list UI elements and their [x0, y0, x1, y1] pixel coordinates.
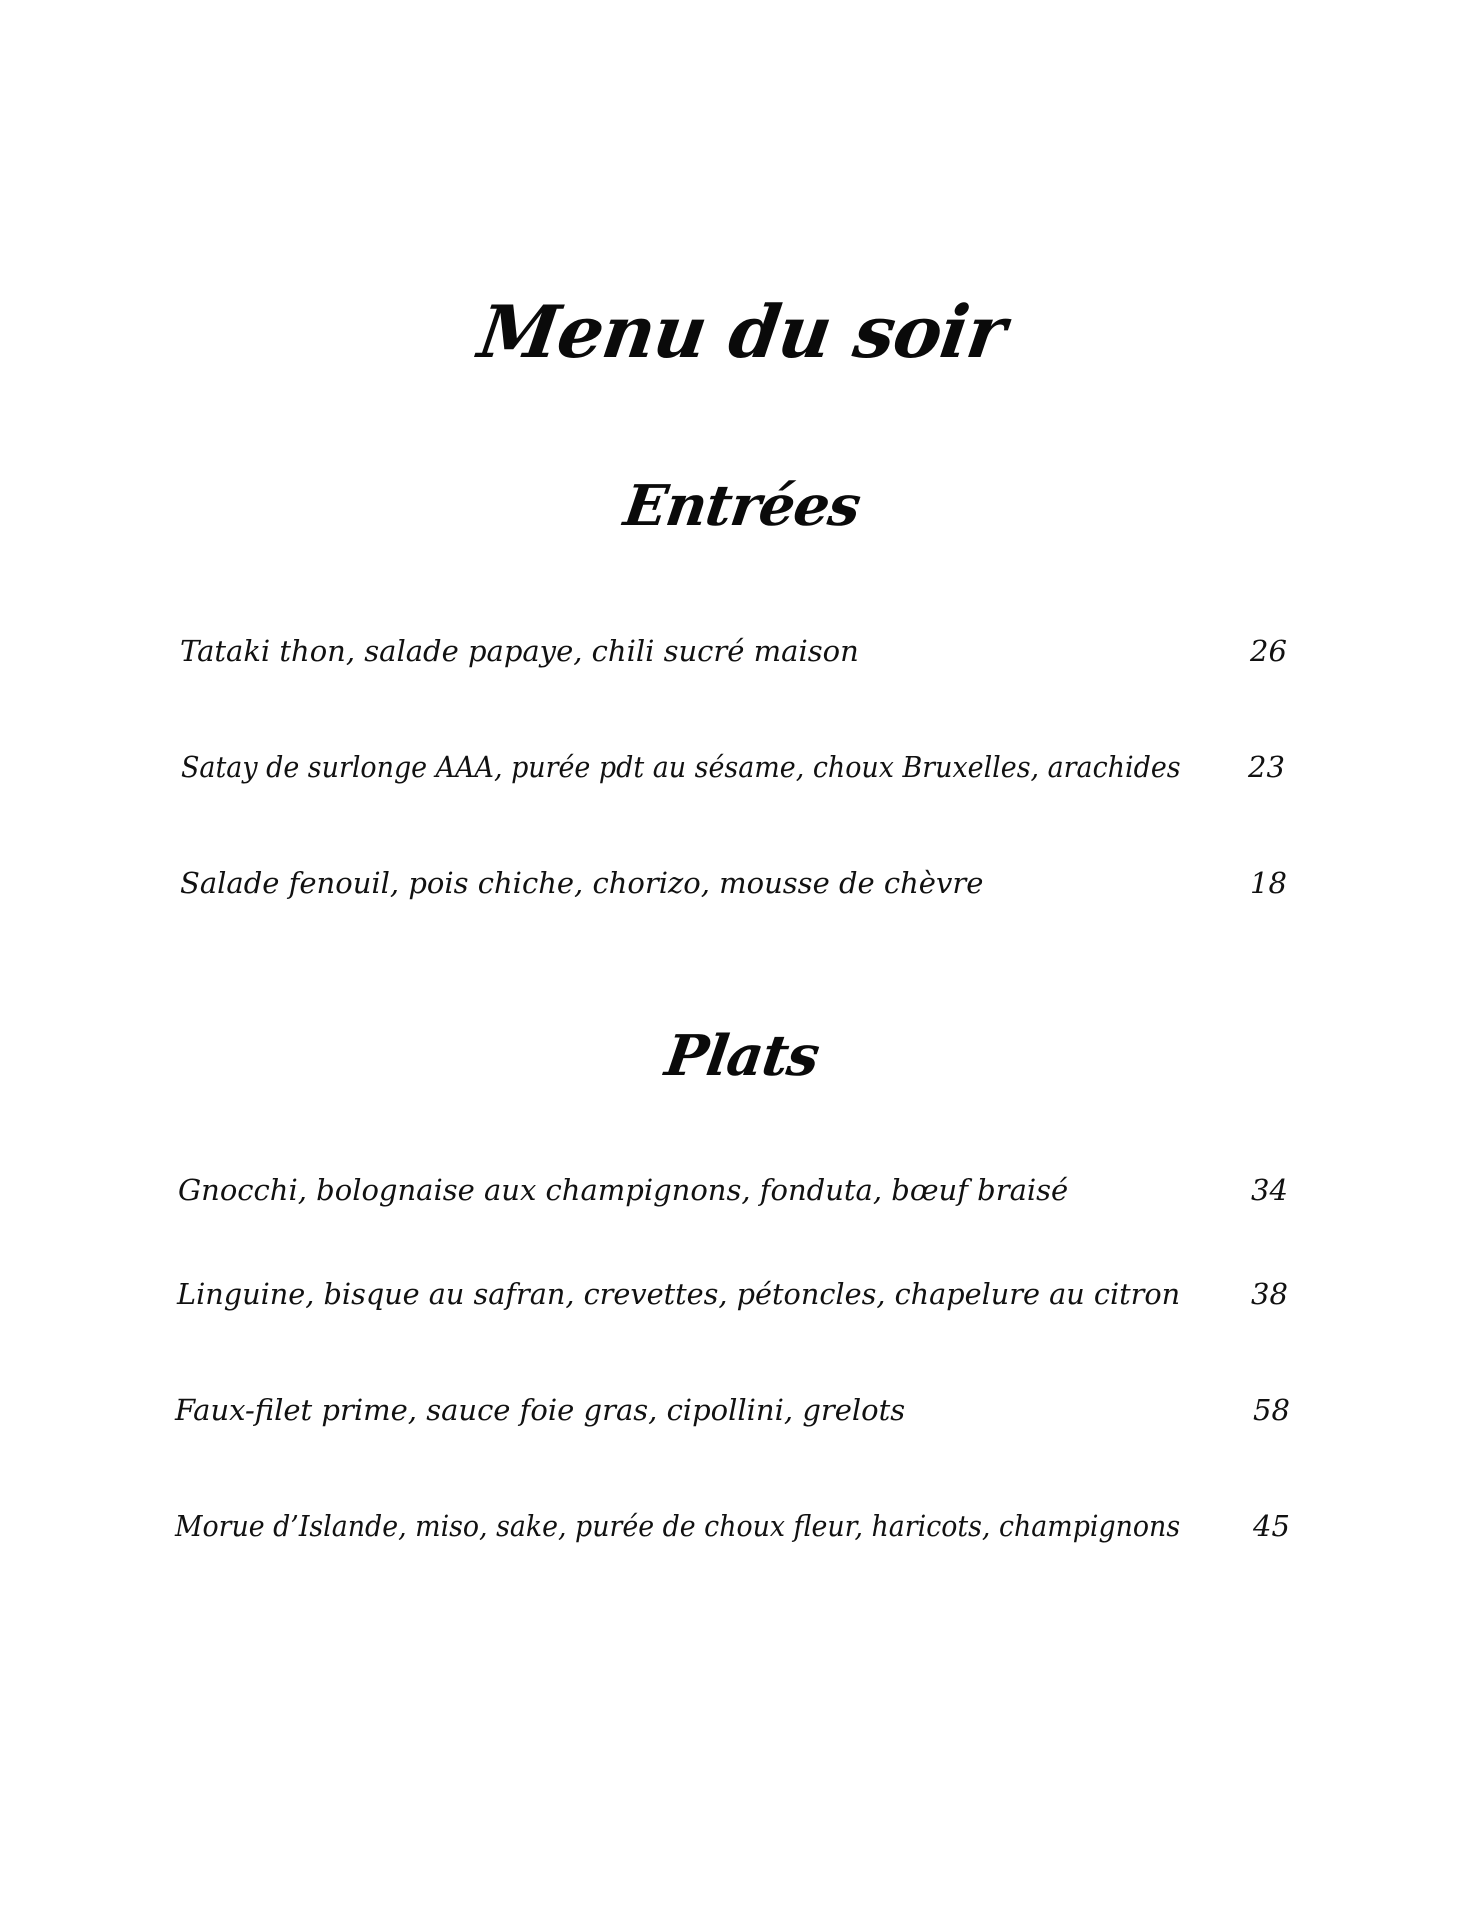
- menu-item-price: 18: [1250, 866, 1287, 900]
- menu-item-price: 58: [1253, 1393, 1290, 1427]
- menu-item-name: Faux-filet prime, sauce foie gras, cipollini, grelots: [175, 1393, 906, 1427]
- menu-item-name: Linguine, bisque au safran, crevettes, pétoncles, chapelure au citron: [177, 1277, 1181, 1311]
- menu-item-name: Salade fenouil, pois chiche, chorizo, mousse de chèvre: [180, 866, 984, 900]
- section-heading-entrees: Entrées: [620, 473, 864, 539]
- menu-item-price: 34: [1251, 1173, 1288, 1207]
- menu-item-price: 38: [1251, 1277, 1288, 1311]
- page-title: Menu du soir: [473, 289, 1011, 374]
- menu-item-name: Morue d’Islande, miso, sake, purée de choux fleur, haricots, champignons: [175, 1509, 1181, 1543]
- menu-item-price: 23: [1248, 750, 1285, 784]
- menu-item-name: Satay de surlonge AAA, purée pdt au sésame, choux Bruxelles, arachides: [181, 750, 1181, 784]
- menu-item-price: 26: [1250, 634, 1287, 668]
- menu-item-name: Gnocchi, bolognaise aux champignons, fonduta, bœuf braisé: [178, 1173, 1069, 1207]
- menu-item-price: 45: [1253, 1509, 1290, 1543]
- section-heading-plats: Plats: [661, 1023, 823, 1089]
- menu-item-name: Tataki thon, salade papaye, chili sucré maison: [180, 634, 859, 668]
